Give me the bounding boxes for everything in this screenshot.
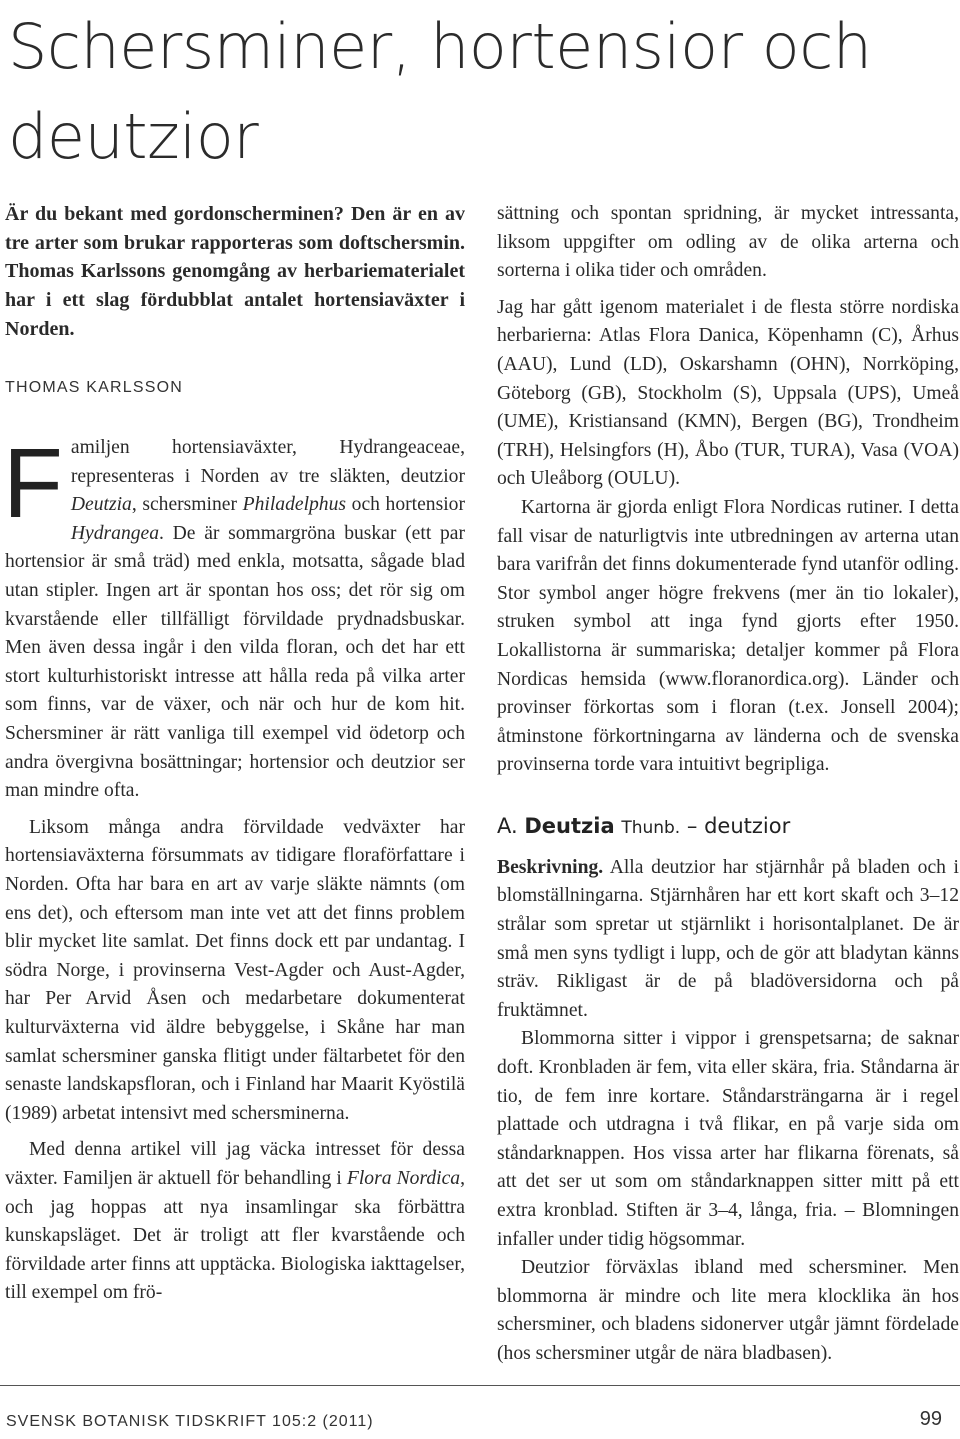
text-run: . De är sommargröna buskar (ett par hortensior är små träd) med enkla, motsatta, sågade blad utan stipler. Ingen art är spontan hos oss; det rör sig om kvarstående eller tillfälligt förvildade prydnadsbuskar. Men även dessa ingår i den vilda floran, och det har ett stort kulturhistoriskt intresse att hålla reda på vilka arter som finns, var de växer, och när och hur de kom hit. Schersminer är rätt vanliga till exempel vid ödetorp och andra övergivna bosättningar; hortensior och deutzior ser man mindre ofta. xyxy=(5,522,465,802)
left-column xyxy=(5,200,465,1308)
flora-nordica-title: Flora Nordica xyxy=(346,1167,461,1189)
right-column xyxy=(497,200,959,1369)
body-paragraph-3 xyxy=(5,1136,465,1308)
body-paragraph-6: Kartorna är gjorda enligt Flora Nordicas rutiner. I detta fall visar de naturligtvis inte utbredningen av arterna utan bara varifrån det finns dokumenterade fynd utanför odling. Stor symbol anger högre frekvens (mer än tio lokaler), struken symbol att inga fynd gjorts efter 1950. Lokallistorna är summariska; detaljer kommer på Flora Nordicas hemsida (www.floranordica.org). Länder och provinser förkortas som i floran (t.ex. Jonsell 2004); åtminstone förkortningarna av länderna och de svenska provinserna torde vara intuitivt begripliga. xyxy=(497,496,959,776)
body-paragraph-2: Liksom många andra förvildade vedväxter har hortensiaväxterna försummats av tidigare floraförfattare i Norden. Ofta har bara en art av varje släkte nämnts (om ens det), och eftersom man inte vet att det finns problem blir mycket lite samlat. Det finns dock ett par undantag. I södra Norge, i provinserna Vest-Agder och Aust-Agder, har Per Arvid Åsen och medarbetare dokumenterat kulturväxterna vid äldre bebyggelse, i Skåne har man samlat schersminer ganska flitigt under fältarbetet för den senaste landskapsfloran, och i Finland har Maarit Kyöstilä (1989) arbetat intensivt med schersminerna. xyxy=(5,816,465,1124)
body-paragraph-4: sättning och spontan spridning, är mycket intressanta, liksom uppgifter om odling av de olika arterna och sorterna i olika tider och områden. xyxy=(497,203,959,282)
body-paragraph-1 xyxy=(3,428,465,806)
flowers-paragraph: Blommorna sitter i vippor i grenspetsarna; de saknar doft. Kronbladen är fem, vita eller skära, fria. Ståndarna är tio, de fem inre kortare. Ståndarsträngarna är i regel plattade och utdragna i två flikar, en på varje sida om ståndarknappen. Hos vissa arter har flikarna förenats, så att det ser ut som om ståndarknappen sitter mitt på ett extra kronblad. Stiften är 3–4, långa, fria. – Blomningen infaller under tidig högsommar. xyxy=(497,1028,959,1250)
comparison-paragraph: Deutzior förväxlas ibland med schersminer. Men blommorna är mindre och lite mera klocklika än hos schersminer, och bladens sidonerver utgår jämnt fördelade (hos schersminer utgår de nära bladbasen). xyxy=(497,1257,959,1364)
genus-philadelphus: Philadelphus xyxy=(242,494,347,516)
section-common-name: – deutzior xyxy=(686,813,791,838)
text-run: , schersminer xyxy=(131,494,243,516)
text-run: Alla deutzior har stjärnhår på bladen och i blomställningarna. Stjärnhåren har ett kort skaft och 3–12 strålar som spretar ut stjärnlikt i horisontalplanet. De är små men syns tydligt i lupp, och de gör att bladytan känns sträv. Rikligast är de på bladöversidorna och på fruktämnet. xyxy=(497,856,959,1021)
section-genus: Deutzia xyxy=(524,813,615,838)
section-prefix: A. xyxy=(497,813,518,838)
author-byline: THOMAS KARLSSON xyxy=(5,378,184,396)
lead-paragraph: Är du bekant med gordonscherminen? Den är en av tre arter som brukar rapporteras som doftschersmin. Thomas Karlssons genomgång av herbariematerialet har i ett slag fördubblat antalet hortensiaväxter i Norden. xyxy=(5,203,465,340)
genus-hydrangea: Hydrangea xyxy=(70,522,160,544)
drop-cap: F xyxy=(3,428,63,539)
page-number: 99 xyxy=(919,1408,942,1430)
footer-divider xyxy=(0,1385,960,1386)
text-run: och hortensior xyxy=(346,494,465,516)
body-paragraph-5: Jag har gått igenom materialet i de flesta större nordiska herbarierna: Atlas Flora Danica, Köpenhamn (C), Århus (AAU), Lund (LD), Oskarshamn (OHN), Norrköping, Göteborg (GB), Stockholm (S), Uppsala (UPS), Umeå (UME), Kristiansand (KMN), Bergen (BG), Trondheim (TRH), Helsingfors (H), Åbo (TUR, TURA), Vasa (VOA) och Uleåborg (OULU). xyxy=(497,296,959,490)
text-run: amiljen hortensiaväxter, Hydrangeaceae, representeras i Norden av tre släkten, deutzior xyxy=(70,437,465,487)
description-paragraph xyxy=(497,854,959,1026)
genus-deutzia: Deutzia xyxy=(70,494,132,516)
article-title: Schersminer, hortensior och deutzior xyxy=(8,10,872,173)
section-author: Thunb. xyxy=(621,817,681,838)
description-label: Beskrivning. xyxy=(497,856,604,878)
text-run: Med denna artikel vill jag väcka intresset för dessa växter. Familjen är aktuell för behandling i xyxy=(5,1139,465,1189)
text-run: , och jag hoppas att nya insamlingar ska förbättra kunskapsläget. Det är troligt att fler kvarstående och förvildade arter finns att upptäcka. Biologiska iakttagelser, till exempel om frö- xyxy=(5,1167,465,1304)
section-heading-deutzia xyxy=(497,812,959,842)
journal-name: SVENSK BOTANISK TIDSKRIFT 105:2 (2011) xyxy=(6,1413,374,1430)
